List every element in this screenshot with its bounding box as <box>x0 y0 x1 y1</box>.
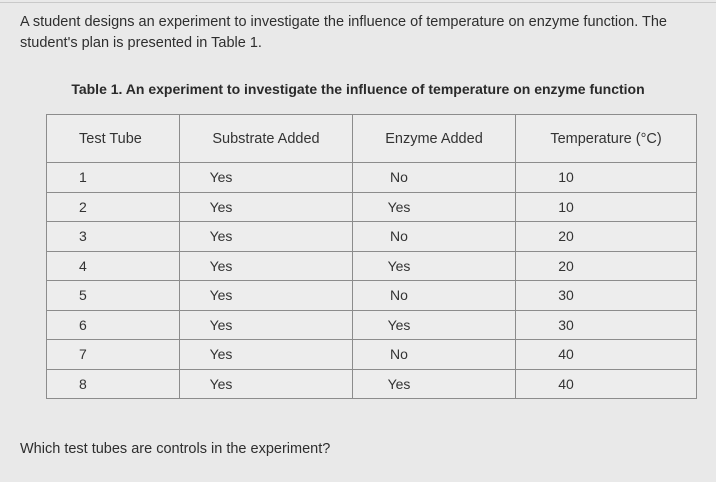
experiment-table <box>46 114 697 399</box>
table-row <box>47 369 697 399</box>
cell-temperature: 30 <box>516 310 697 340</box>
table-row <box>47 163 697 193</box>
question-text: Which test tubes are controls in the experiment? <box>20 441 331 457</box>
table-row <box>47 251 697 281</box>
cell-substrate: Yes <box>180 163 353 193</box>
cell-temperature: 20 <box>516 251 697 281</box>
cell-enzyme: No <box>353 222 516 252</box>
header-temperature: Temperature (°C) <box>516 115 697 163</box>
cell-temperature: 40 <box>516 369 697 399</box>
table-row <box>47 222 697 252</box>
cell-test-tube: 7 <box>47 340 180 370</box>
cell-enzyme: No <box>353 281 516 311</box>
cell-test-tube: 1 <box>47 163 180 193</box>
table-row <box>47 310 697 340</box>
cell-enzyme: No <box>353 340 516 370</box>
header-substrate-added: Substrate Added <box>180 115 353 163</box>
cell-test-tube: 5 <box>47 281 180 311</box>
cell-test-tube: 2 <box>47 192 180 222</box>
cell-substrate: Yes <box>180 281 353 311</box>
cell-enzyme: No <box>353 163 516 193</box>
table-row <box>47 340 697 370</box>
table-row <box>47 281 697 311</box>
cell-substrate: Yes <box>180 222 353 252</box>
cell-test-tube: 4 <box>47 251 180 281</box>
cell-substrate: Yes <box>180 310 353 340</box>
cell-enzyme: Yes <box>353 310 516 340</box>
cell-temperature: 40 <box>516 340 697 370</box>
header-enzyme-added: Enzyme Added <box>353 115 516 163</box>
header-test-tube: Test Tube <box>47 115 180 163</box>
cell-test-tube: 6 <box>47 310 180 340</box>
cell-temperature: 20 <box>516 222 697 252</box>
cell-substrate: Yes <box>180 369 353 399</box>
cell-temperature: 30 <box>516 281 697 311</box>
cell-temperature: 10 <box>516 163 697 193</box>
cell-enzyme: Yes <box>353 369 516 399</box>
cell-test-tube: 8 <box>47 369 180 399</box>
cell-substrate: Yes <box>180 251 353 281</box>
table-header-row <box>47 115 697 163</box>
table-row <box>47 192 697 222</box>
top-divider <box>0 2 716 3</box>
cell-substrate: Yes <box>180 340 353 370</box>
cell-test-tube: 3 <box>47 222 180 252</box>
cell-substrate: Yes <box>180 192 353 222</box>
table-caption: Table 1. An experiment to investigate the influence of temperature on enzyme function <box>71 81 645 97</box>
cell-enzyme: Yes <box>353 251 516 281</box>
cell-temperature: 10 <box>516 192 697 222</box>
intro-paragraph: A student designs an experiment to investigate the influence of temperature on enzyme function. The student's plan is presented in Table 1. <box>20 14 667 51</box>
cell-enzyme: Yes <box>353 192 516 222</box>
